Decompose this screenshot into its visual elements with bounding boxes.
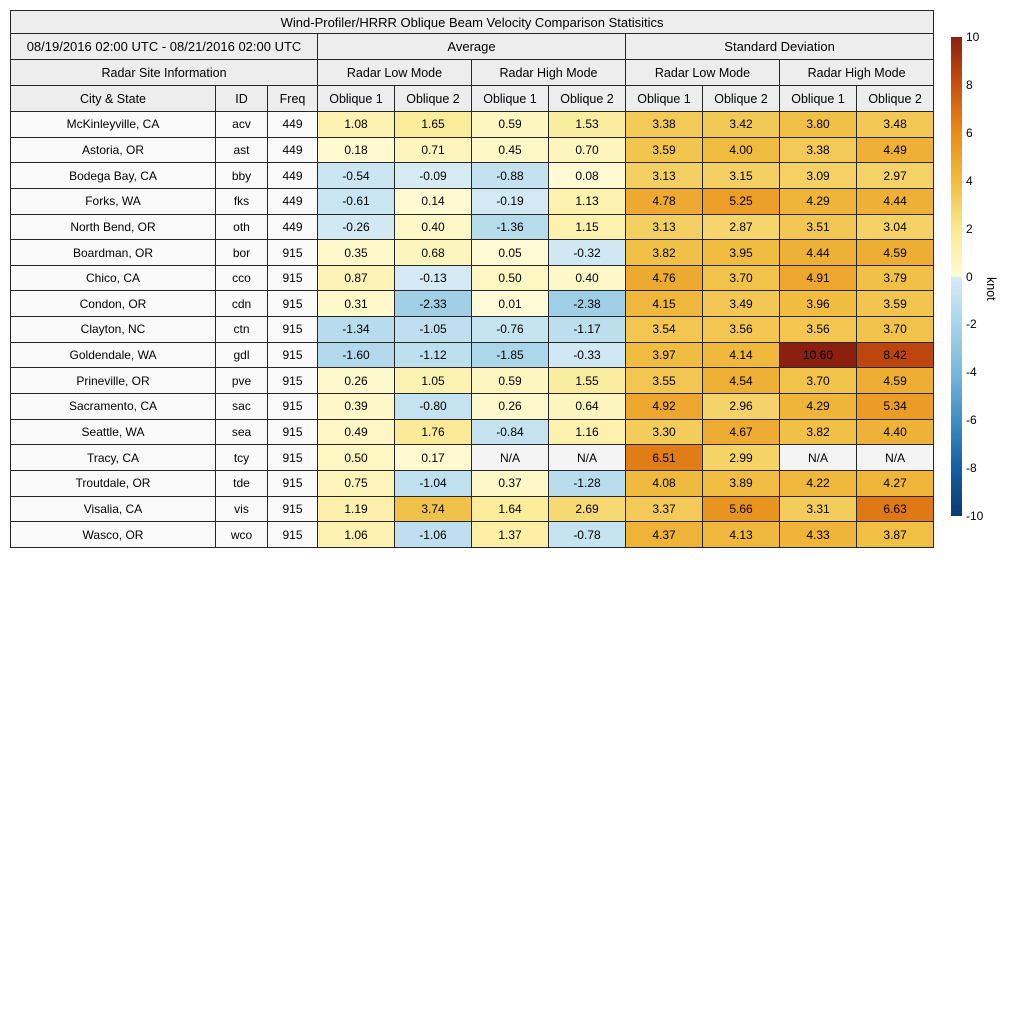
- chart-title: Wind-Profiler/HRRR Oblique Beam Velocity Comparison Statisitics: [11, 11, 934, 34]
- section-sd-low-mode: Radar Low Mode: [626, 60, 780, 86]
- value-cell: 1.13: [549, 188, 626, 214]
- value-cell: 1.06: [318, 522, 395, 548]
- table-row: [11, 291, 934, 317]
- value-cell: 0.50: [472, 265, 549, 291]
- value-cell: 3.59: [857, 291, 934, 317]
- value-cell: 0.71: [395, 137, 472, 163]
- colorbar-tick-label: 4: [966, 173, 973, 188]
- freq-cell: 915: [268, 394, 318, 420]
- value-cell: 3.37: [626, 496, 703, 522]
- group-header-average: Average: [318, 34, 626, 60]
- column-header-row: [11, 86, 934, 112]
- value-cell: -0.26: [318, 214, 395, 240]
- id-cell: vis: [216, 496, 268, 522]
- value-cell: 4.33: [780, 522, 857, 548]
- value-cell: -0.54: [318, 163, 395, 189]
- value-cell: 3.70: [703, 265, 780, 291]
- value-cell: 4.54: [703, 368, 780, 394]
- value-cell: 8.42: [857, 342, 934, 368]
- freq-cell: 915: [268, 368, 318, 394]
- value-cell: 4.22: [780, 470, 857, 496]
- freq-cell: 449: [268, 112, 318, 138]
- table-row: [11, 163, 934, 189]
- freq-cell: 449: [268, 163, 318, 189]
- value-cell: N/A: [549, 445, 626, 471]
- value-cell: 3.42: [703, 112, 780, 138]
- freq-cell: 915: [268, 342, 318, 368]
- city-cell: North Bend, OR: [11, 214, 216, 240]
- stats-table-container: [10, 10, 934, 548]
- colorbar-tick-label: 6: [966, 125, 973, 140]
- value-cell: 2.99: [703, 445, 780, 471]
- col-header-oblique2-avg-high: Oblique 2: [549, 86, 626, 112]
- table-row: [11, 394, 934, 420]
- value-cell: 3.13: [626, 214, 703, 240]
- section-header-row: [11, 60, 934, 86]
- value-cell: 3.82: [780, 419, 857, 445]
- value-cell: -1.17: [549, 317, 626, 343]
- value-cell: -0.09: [395, 163, 472, 189]
- colorbar-tick-label: 2: [966, 221, 973, 236]
- table-row: [11, 265, 934, 291]
- id-cell: bor: [216, 240, 268, 266]
- value-cell: 1.53: [549, 112, 626, 138]
- value-cell: 0.59: [472, 368, 549, 394]
- table-row: [11, 445, 934, 471]
- value-cell: -0.19: [472, 188, 549, 214]
- value-cell: 1.65: [395, 112, 472, 138]
- value-cell: 4.49: [857, 137, 934, 163]
- id-cell: tcy: [216, 445, 268, 471]
- value-cell: 4.37: [626, 522, 703, 548]
- value-cell: 3.15: [703, 163, 780, 189]
- value-cell: 1.19: [318, 496, 395, 522]
- value-cell: 4.59: [857, 240, 934, 266]
- value-cell: 2.69: [549, 496, 626, 522]
- value-cell: 4.91: [780, 265, 857, 291]
- value-cell: 0.35: [318, 240, 395, 266]
- value-cell: -0.32: [549, 240, 626, 266]
- colorbar-tick-label: -2: [966, 317, 977, 332]
- city-cell: Prineville, OR: [11, 368, 216, 394]
- value-cell: -0.80: [395, 394, 472, 420]
- value-cell: 0.45: [472, 137, 549, 163]
- value-cell: 3.89: [703, 470, 780, 496]
- value-cell: 3.95: [703, 240, 780, 266]
- value-cell: 4.14: [703, 342, 780, 368]
- city-cell: Seattle, WA: [11, 419, 216, 445]
- value-cell: 0.31: [318, 291, 395, 317]
- city-cell: Bodega Bay, CA: [11, 163, 216, 189]
- group-header-standard-deviation: Standard Deviation: [626, 34, 934, 60]
- table-row: [11, 342, 934, 368]
- value-cell: -1.12: [395, 342, 472, 368]
- id-cell: sac: [216, 394, 268, 420]
- col-header-oblique1-avg-low: Oblique 1: [318, 86, 395, 112]
- value-cell: -0.76: [472, 317, 549, 343]
- colorbar-tick-label: -10: [966, 509, 984, 523]
- colorbar-tick-label: -6: [966, 413, 977, 428]
- col-header-id: ID: [216, 86, 268, 112]
- table-row: [11, 496, 934, 522]
- value-cell: 0.64: [549, 394, 626, 420]
- value-cell: -1.85: [472, 342, 549, 368]
- value-cell: 1.76: [395, 419, 472, 445]
- col-header-freq: Freq: [268, 86, 318, 112]
- value-cell: -0.33: [549, 342, 626, 368]
- value-cell: 4.44: [857, 188, 934, 214]
- section-radar-site-info: Radar Site Information: [11, 60, 318, 86]
- value-cell: -2.33: [395, 291, 472, 317]
- city-cell: Tracy, CA: [11, 445, 216, 471]
- colorbar: [951, 37, 962, 516]
- id-cell: acv: [216, 112, 268, 138]
- col-header-oblique1-avg-high: Oblique 1: [472, 86, 549, 112]
- value-cell: -0.13: [395, 265, 472, 291]
- value-cell: 4.29: [780, 394, 857, 420]
- value-cell: 3.55: [626, 368, 703, 394]
- colorbar-tick-label: 10: [966, 30, 980, 44]
- value-cell: 0.26: [318, 368, 395, 394]
- id-cell: tde: [216, 470, 268, 496]
- value-cell: 2.97: [857, 163, 934, 189]
- table-row: [11, 112, 934, 138]
- value-cell: 4.29: [780, 188, 857, 214]
- city-cell: McKinleyville, CA: [11, 112, 216, 138]
- value-cell: 10.60: [780, 342, 857, 368]
- value-cell: N/A: [472, 445, 549, 471]
- city-cell: Chico, CA: [11, 265, 216, 291]
- value-cell: 4.08: [626, 470, 703, 496]
- value-cell: 0.75: [318, 470, 395, 496]
- value-cell: 5.34: [857, 394, 934, 420]
- value-cell: 0.40: [549, 265, 626, 291]
- value-cell: 3.38: [626, 112, 703, 138]
- value-cell: -0.61: [318, 188, 395, 214]
- city-cell: Astoria, OR: [11, 137, 216, 163]
- value-cell: 3.48: [857, 112, 934, 138]
- value-cell: 4.59: [857, 368, 934, 394]
- freq-cell: 449: [268, 137, 318, 163]
- value-cell: 4.44: [780, 240, 857, 266]
- value-cell: 6.51: [626, 445, 703, 471]
- value-cell: 3.82: [626, 240, 703, 266]
- value-cell: -1.04: [395, 470, 472, 496]
- value-cell: 0.01: [472, 291, 549, 317]
- id-cell: bby: [216, 163, 268, 189]
- freq-cell: 915: [268, 291, 318, 317]
- value-cell: 1.64: [472, 496, 549, 522]
- value-cell: 4.67: [703, 419, 780, 445]
- id-cell: cdn: [216, 291, 268, 317]
- city-cell: Sacramento, CA: [11, 394, 216, 420]
- colorbar-tick-label: -4: [966, 365, 977, 380]
- table-row: [11, 188, 934, 214]
- value-cell: -1.05: [395, 317, 472, 343]
- col-header-oblique1-sd-high: Oblique 1: [780, 86, 857, 112]
- freq-cell: 915: [268, 470, 318, 496]
- value-cell: 3.13: [626, 163, 703, 189]
- value-cell: 3.80: [780, 112, 857, 138]
- date-range: 08/19/2016 02:00 UTC - 08/21/2016 02:00 UTC: [11, 34, 318, 60]
- value-cell: 1.08: [318, 112, 395, 138]
- value-cell: 4.78: [626, 188, 703, 214]
- value-cell: 0.18: [318, 137, 395, 163]
- value-cell: 3.09: [780, 163, 857, 189]
- value-cell: 3.04: [857, 214, 934, 240]
- city-cell: Boardman, OR: [11, 240, 216, 266]
- table-row: [11, 522, 934, 548]
- id-cell: gdl: [216, 342, 268, 368]
- value-cell: 0.49: [318, 419, 395, 445]
- id-cell: ast: [216, 137, 268, 163]
- value-cell: 6.63: [857, 496, 934, 522]
- col-header-oblique2-avg-low: Oblique 2: [395, 86, 472, 112]
- value-cell: 4.15: [626, 291, 703, 317]
- city-cell: Troutdale, OR: [11, 470, 216, 496]
- colorbar-tick-label: -8: [966, 461, 977, 476]
- id-cell: oth: [216, 214, 268, 240]
- value-cell: 3.54: [626, 317, 703, 343]
- value-cell: -1.60: [318, 342, 395, 368]
- value-cell: 0.70: [549, 137, 626, 163]
- freq-cell: 449: [268, 214, 318, 240]
- freq-cell: 915: [268, 496, 318, 522]
- table-row: [11, 368, 934, 394]
- col-header-city-state: City & State: [11, 86, 216, 112]
- value-cell: 0.59: [472, 112, 549, 138]
- value-cell: 0.50: [318, 445, 395, 471]
- section-sd-high-mode: Radar High Mode: [780, 60, 934, 86]
- freq-cell: 449: [268, 188, 318, 214]
- id-cell: fks: [216, 188, 268, 214]
- value-cell: 3.70: [857, 317, 934, 343]
- table-row: [11, 214, 934, 240]
- value-cell: 3.49: [703, 291, 780, 317]
- value-cell: 0.17: [395, 445, 472, 471]
- value-cell: 4.40: [857, 419, 934, 445]
- table-row: [11, 137, 934, 163]
- title-row: [11, 11, 934, 34]
- value-cell: 0.40: [395, 214, 472, 240]
- id-cell: cco: [216, 265, 268, 291]
- value-cell: 1.16: [549, 419, 626, 445]
- value-cell: 3.59: [626, 137, 703, 163]
- value-cell: 0.37: [472, 470, 549, 496]
- value-cell: 3.56: [703, 317, 780, 343]
- value-cell: 0.08: [549, 163, 626, 189]
- value-cell: 0.26: [472, 394, 549, 420]
- id-cell: ctn: [216, 317, 268, 343]
- id-cell: pve: [216, 368, 268, 394]
- value-cell: 4.00: [703, 137, 780, 163]
- city-cell: Visalia, CA: [11, 496, 216, 522]
- colorbar-tick-label: 0: [966, 269, 973, 284]
- value-cell: 3.51: [780, 214, 857, 240]
- col-header-oblique2-sd-high: Oblique 2: [857, 86, 934, 112]
- value-cell: -0.84: [472, 419, 549, 445]
- value-cell: 1.05: [395, 368, 472, 394]
- value-cell: 3.30: [626, 419, 703, 445]
- value-cell: 5.25: [703, 188, 780, 214]
- table-body: [11, 112, 934, 548]
- value-cell: 3.97: [626, 342, 703, 368]
- col-header-oblique1-sd-low: Oblique 1: [626, 86, 703, 112]
- table-row: [11, 317, 934, 343]
- city-cell: Clayton, NC: [11, 317, 216, 343]
- value-cell: 1.55: [549, 368, 626, 394]
- value-cell: 0.14: [395, 188, 472, 214]
- value-cell: -1.06: [395, 522, 472, 548]
- value-cell: -1.28: [549, 470, 626, 496]
- value-cell: -1.36: [472, 214, 549, 240]
- freq-cell: 915: [268, 265, 318, 291]
- value-cell: 4.13: [703, 522, 780, 548]
- value-cell: 2.87: [703, 214, 780, 240]
- value-cell: 3.56: [780, 317, 857, 343]
- value-cell: 0.39: [318, 394, 395, 420]
- value-cell: 2.96: [703, 394, 780, 420]
- value-cell: 5.66: [703, 496, 780, 522]
- value-cell: 3.96: [780, 291, 857, 317]
- value-cell: 3.74: [395, 496, 472, 522]
- freq-cell: 915: [268, 419, 318, 445]
- value-cell: 3.38: [780, 137, 857, 163]
- city-cell: Condon, OR: [11, 291, 216, 317]
- value-cell: 3.70: [780, 368, 857, 394]
- value-cell: -0.88: [472, 163, 549, 189]
- group-header-row: [11, 34, 934, 60]
- id-cell: sea: [216, 419, 268, 445]
- table-row: [11, 470, 934, 496]
- section-avg-high-mode: Radar High Mode: [472, 60, 626, 86]
- freq-cell: 915: [268, 317, 318, 343]
- value-cell: -0.78: [549, 522, 626, 548]
- value-cell: 3.87: [857, 522, 934, 548]
- value-cell: 0.05: [472, 240, 549, 266]
- value-cell: 4.92: [626, 394, 703, 420]
- city-cell: Goldendale, WA: [11, 342, 216, 368]
- value-cell: 0.68: [395, 240, 472, 266]
- freq-cell: 915: [268, 240, 318, 266]
- value-cell: 4.27: [857, 470, 934, 496]
- value-cell: N/A: [857, 445, 934, 471]
- value-cell: -1.34: [318, 317, 395, 343]
- value-cell: 3.79: [857, 265, 934, 291]
- value-cell: N/A: [780, 445, 857, 471]
- table-row: [11, 240, 934, 266]
- colorbar-tick-label: 8: [966, 77, 973, 92]
- value-cell: 3.31: [780, 496, 857, 522]
- value-cell: 4.76: [626, 265, 703, 291]
- value-cell: 0.87: [318, 265, 395, 291]
- table-row: [11, 419, 934, 445]
- freq-cell: 915: [268, 522, 318, 548]
- city-cell: Forks, WA: [11, 188, 216, 214]
- col-header-oblique2-sd-low: Oblique 2: [703, 86, 780, 112]
- section-avg-low-mode: Radar Low Mode: [318, 60, 472, 86]
- stats-table: [10, 10, 934, 548]
- id-cell: wco: [216, 522, 268, 548]
- value-cell: 1.37: [472, 522, 549, 548]
- city-cell: Wasco, OR: [11, 522, 216, 548]
- value-cell: 1.15: [549, 214, 626, 240]
- freq-cell: 915: [268, 445, 318, 471]
- value-cell: -2.38: [549, 291, 626, 317]
